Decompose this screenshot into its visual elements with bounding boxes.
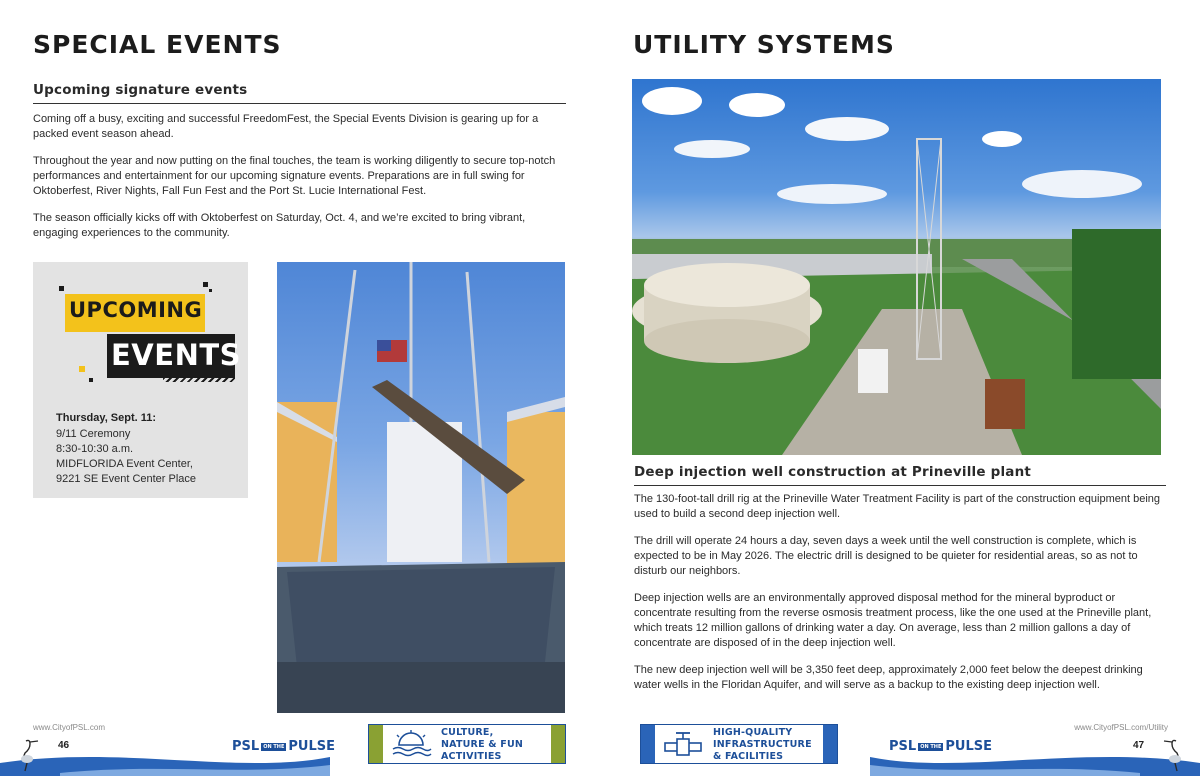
- paragraph: The new deep injection well will be 3,350 feet deep, approximately 2,000 feet below the deepest drinking water wells in the Floridan Aquifer, and will serve as a backup to the existing deep injection well.: [634, 664, 1143, 691]
- footer-url: www.CityofPSL.com/Utility: [1074, 723, 1168, 732]
- article-body: [33, 112, 566, 253]
- event-card: [33, 262, 248, 498]
- page-title: SPECIAL EVENTS: [33, 30, 282, 59]
- decorative-dot: [203, 282, 208, 287]
- badge-upcoming-text: UPCOMING: [69, 298, 203, 322]
- event-date: Thursday, Sept. 11:: [56, 412, 157, 424]
- event-detail: MIDFLORIDA Event Center,: [56, 458, 193, 470]
- category-line: & FACILITIES: [713, 751, 784, 762]
- category-line: INFRASTRUCTURE: [713, 739, 812, 750]
- logo-text: PULSE: [288, 739, 335, 754]
- logo-text: PSL: [232, 739, 260, 754]
- paragraph: Coming off a busy, exciting and successful FreedomFest, the Special Events Division is gearing up for a packed event season ahead.: [33, 113, 539, 140]
- drill-rig-photo: [632, 79, 1161, 455]
- section-subheading: Upcoming signature events: [33, 82, 566, 104]
- category-line: NATURE & FUN: [441, 739, 524, 750]
- page-title: UTILITY SYSTEMS: [633, 30, 895, 59]
- upcoming-events-badge: [55, 282, 242, 392]
- category-line: ACTIVITIES: [441, 751, 502, 762]
- badge-events-text: EVENTS: [111, 338, 242, 372]
- event-detail: 9221 SE Event Center Place: [56, 473, 197, 485]
- memorial-illustration: [277, 262, 565, 713]
- heron-icon: [1160, 737, 1190, 773]
- right-page: [600, 0, 1200, 776]
- logo-tag: ON THE: [920, 743, 942, 750]
- category-line: CULTURE,: [441, 727, 494, 738]
- decorative-dot: [59, 286, 64, 291]
- drill-rig-illustration: [632, 79, 1161, 455]
- category-line: HIGH-QUALITY: [713, 727, 793, 738]
- decorative-dot: [79, 366, 85, 372]
- paragraph: Deep injection wells are an environmentally approved disposal method for the mineral byproduct or concentrate resulting from the reverse osmosis treatment process, like the one used at the Prineville plant, which treats 12 million gallons of drinking water a day. On average, less than 2 million gallons a day of concentrate are disposed of in the deep injection well.: [634, 592, 1152, 649]
- section-subheading: Deep injection well construction at Prineville plant: [634, 464, 1166, 486]
- article-body: [634, 492, 1166, 705]
- paragraph: The season officially kicks off with Oktoberfest on Saturday, Oct. 4, and we’re excited to bring vibrant, engaging experiences to the community.: [33, 212, 526, 239]
- logo-tag: ON THE: [263, 743, 285, 750]
- logo-text: PULSE: [945, 739, 992, 754]
- logo-text: PSL: [889, 739, 917, 754]
- paragraph: The 130-foot-tall drill rig at the Prineville Water Treatment Facility is part of the construction equipment being used to build a second deep injection well.: [634, 493, 1161, 520]
- event-detail: 9/11 Ceremony: [56, 428, 131, 440]
- decorative-dot: [209, 289, 212, 292]
- footer-waves: [0, 735, 1200, 776]
- footer-url: www.CityofPSL.com: [33, 723, 106, 732]
- page-number: 47: [1133, 740, 1145, 751]
- memorial-photo: [277, 262, 565, 713]
- page-number: 46: [58, 740, 70, 751]
- paragraph: Throughout the year and now putting on the final touches, the team is working diligently to secure top-notch performances and entertainment for our upcoming signature events. Preparations are in full swing for Oktoberfest, River Nights, Fall Fun Fest and the Port St. Lucie International Fest.: [33, 155, 556, 197]
- paragraph: The drill will operate 24 hours a day, seven days a week until the well construction is complete, which is expected to be in May 2026. The electric drill is designed to be quieter for residential areas, so as not to disturb our neighbors.: [634, 535, 1138, 577]
- decorative-dot: [89, 378, 93, 382]
- heron-icon: [12, 737, 42, 773]
- event-detail: 8:30-10:30 a.m.: [56, 443, 134, 455]
